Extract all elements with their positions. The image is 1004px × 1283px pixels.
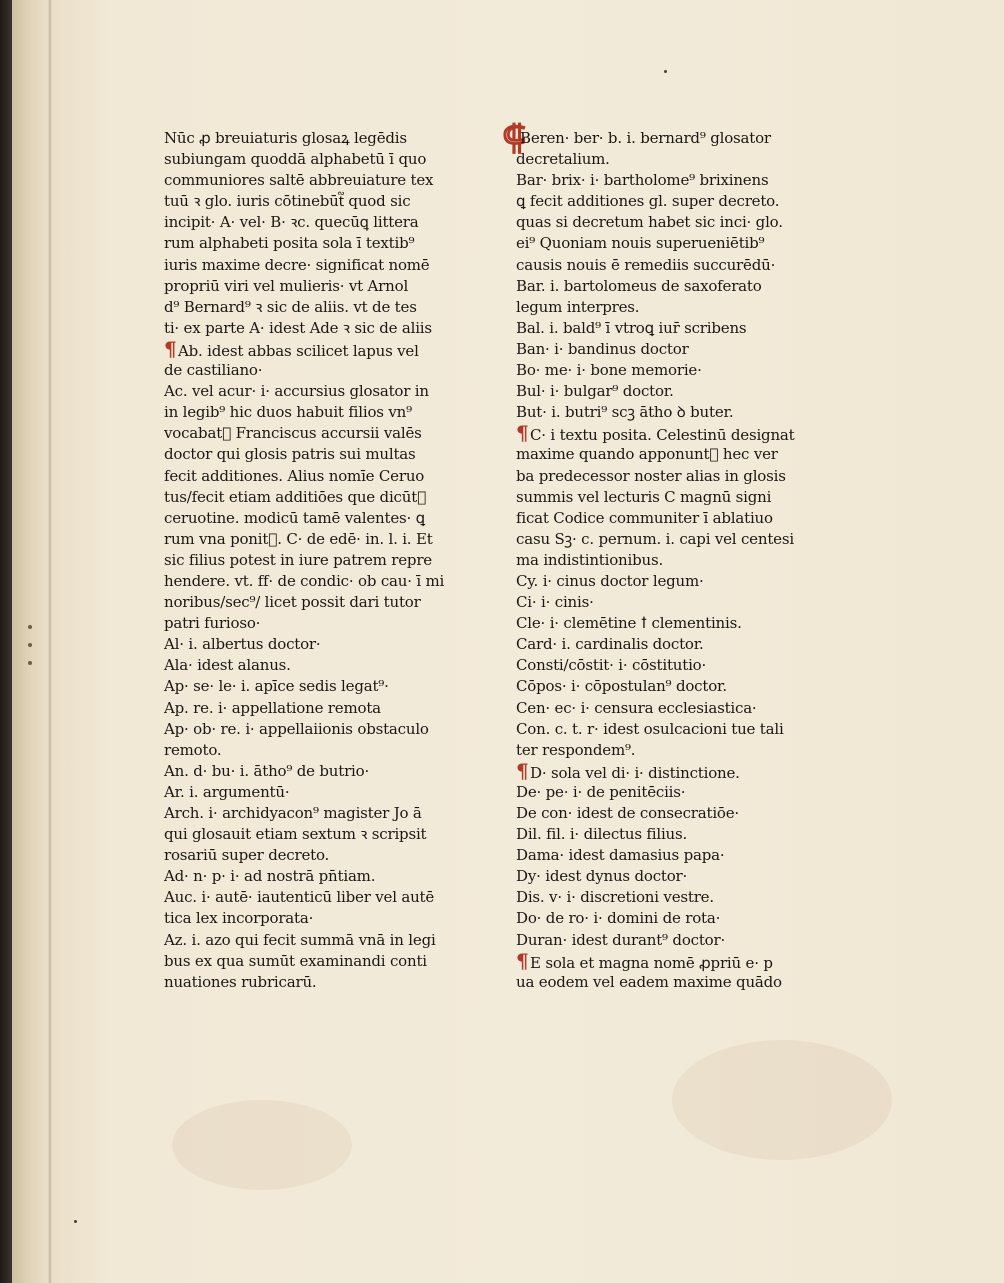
- line-text: subiungam quoddā alphabetū ī quo: [164, 150, 427, 169]
- text-line: [516, 508, 816, 529]
- line-text: patri furioso·: [164, 614, 261, 633]
- text-line: [164, 191, 464, 212]
- line-text: Cen· ec· i· censura ecclesiastica·: [516, 698, 757, 717]
- line-text: Bar· brix· i· bartholome⁹ brixinens: [516, 171, 769, 190]
- text-line: [516, 255, 816, 276]
- line-text: Bul· i· bulgar⁹ doctor.: [516, 382, 674, 401]
- text-line: [516, 466, 816, 487]
- text-line: [516, 866, 816, 887]
- line-text: C· i textu posita. Celestinū designat: [530, 426, 795, 445]
- text-line: [516, 423, 816, 444]
- line-text: Dil. fil. i· dilectus filius.: [516, 825, 688, 844]
- line-text: Beren· ber· b. i. bernard⁹ glosator: [520, 129, 771, 147]
- line-text: Con. c. t. r· idest osulcacioni tue tali: [516, 719, 784, 738]
- text-line: [164, 634, 464, 655]
- line-text: incipit· A· vel· B· ꝛc. quecūꝗ littera: [164, 213, 419, 232]
- text-line: [164, 508, 464, 529]
- text-line: [502, 118, 816, 158]
- text-line: [164, 761, 464, 782]
- line-text: Bal. i. bald⁹ ī vtroꝗ iur̄ scribens: [516, 318, 747, 337]
- text-line: [516, 529, 816, 550]
- rubric-mark-icon: ¶: [516, 421, 529, 446]
- text-line: [164, 466, 464, 487]
- text-line: [164, 233, 464, 254]
- text-line: [164, 592, 464, 613]
- text-line: [516, 571, 816, 592]
- line-text: Nūc ꝓ breuiaturis glosaꝝ legēdis: [164, 129, 407, 147]
- text-line: [164, 444, 464, 465]
- text-line: [164, 676, 464, 697]
- line-text: remoto.: [164, 740, 222, 759]
- left-text-column: [164, 128, 464, 993]
- line-text: Ap· ob· re. i· appellaiionis obstaculo: [164, 719, 429, 738]
- line-text: rosariū super decreto.: [164, 846, 330, 865]
- text-line: [516, 170, 816, 191]
- line-text: qui glosauit etiam sextum ꝛ scripsit: [164, 825, 427, 844]
- line-text: tuū ꝛ glo. iuris cōtinebūt᷑ quod sic: [164, 192, 411, 211]
- paper-stain: [172, 1100, 352, 1190]
- gutter-fold: [48, 0, 52, 1283]
- text-line: [164, 529, 464, 550]
- text-line: [164, 212, 464, 233]
- line-text: Auc. i· autē· iautenticū liber vel autē: [164, 888, 435, 907]
- line-text: decretalium.: [516, 150, 610, 169]
- text-line: [516, 972, 816, 993]
- line-text: sic filius potest in iure patrem repre: [164, 550, 432, 569]
- text-line: [516, 782, 816, 803]
- line-text: Ap. re. i· appellatione remota: [164, 698, 381, 717]
- text-line: [516, 824, 816, 845]
- text-line: [516, 318, 816, 339]
- rubric-mark-icon: ¶: [516, 758, 529, 783]
- line-text: Cōpos· i· cōpostulan⁹ doctor.: [516, 677, 727, 696]
- line-text: legum interpres.: [516, 297, 640, 316]
- line-text: quas si decretum habet sic inci· glo.: [516, 213, 783, 232]
- line-text: d⁹ Bernard⁹ ꝛ sic de aliis. vt de tes: [164, 297, 417, 316]
- text-line: [516, 191, 816, 212]
- line-text: Ac. vel acur· i· accursius glosator in: [164, 382, 429, 401]
- paper-stain: [672, 1040, 892, 1160]
- line-text: nuationes rubricarū.: [164, 972, 317, 991]
- text-line: [164, 782, 464, 803]
- text-line: [516, 698, 816, 719]
- line-text: doctor qui glosis patris sui multas: [164, 445, 416, 464]
- line-text: Dis. v· i· discretioni vestre.: [516, 888, 714, 907]
- line-text: Dy· idest dynus doctor·: [516, 867, 688, 886]
- line-text: casu Sꝫ· c. pernum. i. capi vel centesi: [516, 529, 794, 548]
- text-line: [516, 149, 816, 170]
- text-line: [164, 908, 464, 929]
- line-text: Ci· i· cinis·: [516, 593, 594, 612]
- line-text: ei⁹ Quoniam nouis superueniētib⁹: [516, 234, 765, 253]
- line-text: rum vna ponit᷑. C· de edē· in. l. i. Et: [164, 529, 433, 548]
- text-line: [164, 402, 464, 423]
- line-text: ba predecessor noster alias in glosis: [516, 466, 786, 485]
- text-line: [516, 676, 816, 697]
- line-text: communiores saltē abbreuiature tex: [164, 171, 434, 190]
- line-text: ceruotine. modicū tamē valentes· ꝗ: [164, 508, 425, 527]
- text-line: [164, 128, 464, 149]
- text-line: [516, 360, 816, 381]
- text-line: [516, 592, 816, 613]
- line-text: Ar. i. argumentū·: [164, 782, 290, 801]
- line-text: Duran· idest durant⁹ doctor·: [516, 930, 726, 949]
- line-text: Bar. i. bartolomeus de saxoferato: [516, 276, 762, 295]
- right-text-column: [502, 118, 816, 993]
- text-line: [516, 845, 816, 866]
- line-text: Ban· i· bandinus doctor: [516, 339, 689, 358]
- line-text: Consti/cōstit· i· cōstitutio·: [516, 656, 707, 675]
- text-line: [164, 719, 464, 740]
- text-line: [164, 803, 464, 824]
- text-line: [516, 613, 816, 634]
- line-text: De· pe· i· de penitēciis·: [516, 782, 686, 801]
- text-line: [164, 972, 464, 993]
- text-line: [164, 149, 464, 170]
- text-line: [164, 655, 464, 676]
- line-text: Cy. i· cinus doctor legum·: [516, 571, 704, 590]
- text-line: [164, 866, 464, 887]
- line-text: Do· de ro· i· domini de rota·: [516, 909, 721, 928]
- text-line: [164, 550, 464, 571]
- text-line: [164, 740, 464, 761]
- text-line: [164, 887, 464, 908]
- line-text: noribus/sec⁹/ licet possit dari tutor: [164, 593, 421, 612]
- line-text: Ap· se· le· i. apīce sedis legat⁹·: [164, 677, 389, 696]
- line-text: maxime quando apponunt᷑ hec ver: [516, 445, 778, 464]
- text-line: [516, 908, 816, 929]
- line-text: D· sola vel di· i· distinctione.: [530, 763, 740, 782]
- text-line: [164, 423, 464, 444]
- rubric-mark-icon: ¶: [516, 948, 529, 973]
- text-line: [164, 255, 464, 276]
- line-text: rum alphabeti posita sola ī textib⁹: [164, 234, 415, 253]
- line-text: fecit additiones. Alius nomīe Ceruo: [164, 466, 425, 485]
- text-line: [516, 887, 816, 908]
- text-line: [516, 381, 816, 402]
- text-line: [516, 719, 816, 740]
- text-line: [516, 212, 816, 233]
- text-line: [164, 951, 464, 972]
- line-text: But· i. butri⁹ scꝫ ātho ꝺ buter.: [516, 403, 734, 422]
- line-text: ꝗ fecit additiones gl. super decreto.: [516, 192, 780, 211]
- line-text: ter respondem⁹.: [516, 740, 636, 759]
- line-text: bus ex qua sumūt examinandi conti: [164, 951, 427, 970]
- line-text: summis vel lecturis C magnū signi: [516, 487, 772, 506]
- text-line: [516, 740, 816, 761]
- line-text: ua eodem vel eadem maxime quādo: [516, 972, 782, 991]
- text-line: [516, 339, 816, 360]
- text-line: [516, 803, 816, 824]
- line-text: propriū viri vel mulieris· vt Arnol: [164, 276, 409, 295]
- text-line: [164, 381, 464, 402]
- text-line: [164, 318, 464, 339]
- red-initial-icon: ⸿: [502, 118, 526, 158]
- line-text: in legib⁹ hic duos habuit filios vn⁹: [164, 403, 412, 422]
- line-text: Dama· idest damasius papa·: [516, 846, 725, 865]
- text-line: [164, 276, 464, 297]
- text-line: [164, 824, 464, 845]
- line-text: Ab. idest abbas scilicet lapus vel: [178, 341, 419, 360]
- text-line: [516, 276, 816, 297]
- text-line: [164, 845, 464, 866]
- line-text: vocabat᷑ Franciscus accursii valēs: [164, 424, 422, 443]
- line-text: ti· ex parte A· idest Ade ꝛ sic de aliis: [164, 318, 432, 337]
- text-line: [516, 655, 816, 676]
- line-text: Bo· me· i· bone memorie·: [516, 361, 702, 380]
- binding-holes: [28, 625, 38, 685]
- text-line: [516, 487, 816, 508]
- line-text: causis nouis ē remediis succurēdū·: [516, 255, 776, 274]
- text-line: [516, 634, 816, 655]
- text-line: [516, 550, 816, 571]
- text-line: [164, 487, 464, 508]
- text-line: [164, 360, 464, 381]
- text-line: [516, 758, 816, 783]
- text-line: [516, 297, 816, 318]
- rubric-mark-icon: ¶: [164, 336, 177, 361]
- line-text: hendere. vt. ff· de condic· ob cau· ī mi: [164, 571, 445, 590]
- text-line: [516, 402, 816, 423]
- text-line: [164, 336, 464, 361]
- line-text: Arch. i· archidyacon⁹ magister Jo ā: [164, 804, 422, 822]
- text-line: [164, 170, 464, 191]
- line-text: tica lex incorporata·: [164, 909, 314, 928]
- text-line: [164, 571, 464, 592]
- line-text: tus/fecit etiam additiōes que dicūt᷑: [164, 487, 427, 506]
- line-text: Al· i. albertus doctor·: [164, 635, 321, 654]
- ink-speck: [74, 1220, 77, 1223]
- line-text: ma indistintionibus.: [516, 550, 664, 569]
- ink-speck: [664, 70, 667, 73]
- text-line: [516, 444, 816, 465]
- line-text: De con· idest de consecratiōe·: [516, 804, 739, 822]
- line-text: Card· i. cardinalis doctor.: [516, 635, 704, 654]
- text-line: [516, 948, 816, 973]
- line-text: E sola et magna nomē ꝓpriū e· p: [530, 953, 773, 972]
- line-text: de castiliano·: [164, 361, 263, 380]
- line-text: Ad· n· p· i· ad nostrā pn̄tiam.: [164, 867, 376, 886]
- text-line: [164, 297, 464, 318]
- text-line: [516, 233, 816, 254]
- line-text: Ala· idest alanus.: [164, 656, 291, 675]
- text-line: [164, 698, 464, 719]
- text-line: [516, 930, 816, 951]
- line-text: An. d· bu· i. ātho⁹ de butrio·: [164, 761, 370, 780]
- scanner-background: [0, 0, 12, 1283]
- text-line: [164, 930, 464, 951]
- line-text: Cle· i· clemētine ꝉ clementinis.: [516, 614, 742, 633]
- line-text: ficat Codice communiter ī ablatiuo: [516, 508, 773, 527]
- line-text: iuris maxime decre· significat nomē: [164, 255, 430, 274]
- line-text: Az. i. azo qui fecit summā vnā in legi: [164, 930, 436, 949]
- text-line: [164, 613, 464, 634]
